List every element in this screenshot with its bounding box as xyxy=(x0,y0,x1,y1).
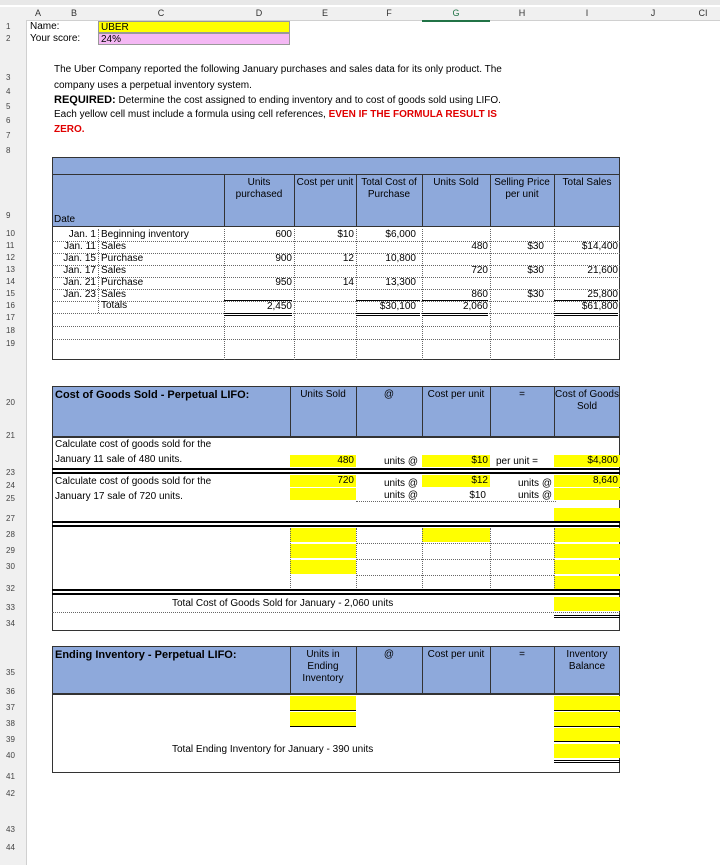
calc1-line1: Calculate cost of goods sold for the xyxy=(55,439,212,450)
ending-header-units: Units in Ending Inventory xyxy=(302,649,344,684)
row-cost: 12 xyxy=(342,253,354,264)
cogs-header-cost-per: Cost per unit xyxy=(427,389,485,400)
cogs-total-label: Total Cost of Goods Sold for January - 2,060 units xyxy=(172,598,394,609)
row-date: Jan. 23 xyxy=(63,289,96,300)
r28-units-input[interactable] xyxy=(290,544,356,558)
header-date: Date xyxy=(54,214,76,225)
header-units-sold: Units Sold xyxy=(433,177,479,188)
name-value[interactable]: UBER xyxy=(98,21,290,33)
ending-title: Ending Inventory - Perpetual LIFO: xyxy=(55,649,237,661)
row-desc: Sales xyxy=(101,241,127,252)
calc2-line1: Calculate cost of goods sold for the xyxy=(55,476,212,487)
yellow-note: Each yellow cell must include a formula using cell references, xyxy=(54,109,329,120)
row-sales: 25,800 xyxy=(587,289,618,300)
r23-cost-input[interactable]: $12 xyxy=(422,475,490,487)
intro-line-2: company uses a perpetual inventory system. xyxy=(54,80,252,91)
row-header[interactable]: 39 xyxy=(0,735,26,745)
ending-header-at: @ xyxy=(383,649,395,660)
total-units: 2,450 xyxy=(224,300,292,316)
col-header-E[interactable]: E xyxy=(294,7,356,21)
row-date: Jan. 17 xyxy=(63,265,96,276)
row-total: 10,800 xyxy=(385,253,416,264)
row-header[interactable]: 32 xyxy=(0,584,26,594)
row-cost: 14 xyxy=(342,277,354,288)
row-price: $30 xyxy=(527,289,544,300)
r28-total-input[interactable] xyxy=(554,544,620,558)
row-total: 13,300 xyxy=(385,277,416,288)
row-header[interactable]: 34 xyxy=(0,619,26,629)
row-header[interactable]: 15 xyxy=(0,289,26,299)
row-header[interactable]: 37 xyxy=(0,703,26,713)
row-header[interactable]: 2 xyxy=(0,34,26,44)
r37-units-input[interactable] xyxy=(290,712,356,726)
col-header-B[interactable]: B xyxy=(50,7,98,21)
r27-cost-input[interactable] xyxy=(422,528,490,542)
col-header-D[interactable]: D xyxy=(224,7,294,21)
row-header[interactable]: 12 xyxy=(0,253,26,263)
cogs-title: Cost of Goods Sold - Perpetual LIFO: xyxy=(55,389,250,401)
row-header[interactable]: 29 xyxy=(0,546,26,556)
col-header-I[interactable]: I xyxy=(554,7,620,21)
r27-total-input[interactable] xyxy=(554,528,620,542)
row-header[interactable]: 1 xyxy=(0,22,26,32)
ending-header-cost-per: Cost per unit xyxy=(427,649,485,660)
row-date: Jan. 15 xyxy=(63,253,96,264)
calc1-line2: January 11 sale of 480 units. xyxy=(55,454,183,465)
r21-total-input[interactable]: $4,800 xyxy=(554,455,620,467)
cogs-header-eq: = xyxy=(519,389,525,400)
r36-units-input[interactable] xyxy=(290,696,356,710)
r27-units-input[interactable] xyxy=(290,528,356,542)
row-header[interactable]: 7 xyxy=(0,131,26,141)
ending-total-label: Total Ending Inventory for January - 390 units xyxy=(172,744,374,755)
row-header[interactable]: 10 xyxy=(0,229,26,239)
row-price: $30 xyxy=(527,265,544,276)
row-header[interactable]: 36 xyxy=(0,687,26,697)
row-header[interactable]: 38 xyxy=(0,719,26,729)
row-header[interactable]: 3 xyxy=(0,73,26,83)
row-sold: 720 xyxy=(471,265,488,276)
toolbar-strip xyxy=(0,0,720,5)
row-date: Jan. 11 xyxy=(63,241,96,252)
col-header-C[interactable]: C xyxy=(98,7,224,21)
totals-label: Totals xyxy=(101,300,128,311)
cogs-total-underline xyxy=(554,613,620,618)
r24-units-input[interactable] xyxy=(290,488,356,500)
row-header[interactable]: 19 xyxy=(0,339,26,349)
row-header[interactable]: 9 xyxy=(0,211,26,221)
row-header[interactable]: 30 xyxy=(0,562,26,572)
ending-total-underline xyxy=(554,758,620,763)
r24-eq: units @ xyxy=(517,490,552,501)
row-header[interactable]: 11 xyxy=(0,241,26,251)
row-desc: Beginning inventory xyxy=(101,229,189,240)
row-sales: 21,600 xyxy=(587,265,618,276)
row-header[interactable]: 13 xyxy=(0,265,26,275)
row-header[interactable]: 18 xyxy=(0,326,26,336)
row-header[interactable]: 33 xyxy=(0,603,26,613)
header-cost-per-unit: Cost per unit xyxy=(296,177,354,188)
row-desc: Sales xyxy=(101,265,127,276)
row-date: Jan. 1 xyxy=(68,229,96,240)
row-cost: $10 xyxy=(337,229,354,240)
row-header[interactable]: 20 xyxy=(0,398,26,408)
cogs-header-at: @ xyxy=(383,389,395,400)
r38-balance-input[interactable] xyxy=(554,728,620,741)
r21-cost-input[interactable]: $10 xyxy=(422,455,490,467)
name-label: Name: xyxy=(30,21,60,32)
row-header[interactable]: 8 xyxy=(0,146,26,156)
row-header[interactable]: 5 xyxy=(0,102,26,112)
required-label: REQUIRED: xyxy=(54,94,116,106)
score-label: Your score: xyxy=(30,33,81,44)
row-header[interactable]: 4 xyxy=(0,87,26,97)
row-header[interactable]: 41 xyxy=(0,772,26,782)
r24-total-input[interactable] xyxy=(554,488,620,500)
col-header-J[interactable]: J xyxy=(620,7,686,21)
r21-units-input[interactable]: 480 xyxy=(290,455,356,467)
calc2-line2: January 17 sale of 720 units. xyxy=(55,491,183,502)
score-value: 24% xyxy=(98,33,290,45)
yellow-note-zero: ZERO. xyxy=(54,124,85,135)
row-header[interactable]: 44 xyxy=(0,843,26,853)
row-total: $6,000 xyxy=(385,229,416,240)
r36-balance-input[interactable] xyxy=(554,696,620,710)
cogs-total-input[interactable] xyxy=(554,597,620,611)
col-header-G[interactable]: G xyxy=(422,7,490,22)
row-units: 950 xyxy=(275,277,292,288)
ending-total-input[interactable] xyxy=(554,744,620,758)
row-header[interactable]: 23 xyxy=(0,468,26,478)
select-all-corner[interactable] xyxy=(0,7,26,21)
r21-at: units @ xyxy=(383,456,418,467)
ending-header-balance: Inventory Balance xyxy=(566,649,608,672)
row-desc: Purchase xyxy=(101,277,144,288)
row-desc: Purchase xyxy=(101,253,144,264)
row-units: 900 xyxy=(275,253,292,264)
cogs-header-cogs: Cost of Goods Sold xyxy=(555,389,619,412)
col-header-H[interactable]: H xyxy=(490,7,554,21)
total-sold: 2,060 xyxy=(422,300,488,316)
r29-total-input[interactable] xyxy=(554,560,620,574)
row-header[interactable]: 25 xyxy=(0,494,26,504)
header-total-cost: Total Cost of Purchase xyxy=(361,177,417,200)
col-header-A[interactable]: A xyxy=(26,7,50,21)
row-header[interactable]: 24 xyxy=(0,481,26,491)
r23-eq: units @ xyxy=(517,478,552,489)
row-header[interactable]: 21 xyxy=(0,431,26,441)
r23-units-input[interactable]: 720 xyxy=(290,475,356,487)
intro-line-1: The Uber Company reported the following January purchases and sales data for its only product. The xyxy=(54,64,502,75)
row-header[interactable]: 16 xyxy=(0,301,26,311)
row-header[interactable]: 27 xyxy=(0,514,26,524)
required-text: Determine the cost assigned to ending inventory and to cost of goods sold using LIFO. xyxy=(115,95,501,106)
total-sales: $61,800 xyxy=(554,300,618,316)
row-header[interactable]: 42 xyxy=(0,789,26,799)
row-units: 600 xyxy=(275,229,292,240)
row-desc: Sales xyxy=(101,289,127,300)
row-header[interactable]: 43 xyxy=(0,825,26,835)
row-sold: 860 xyxy=(471,289,488,300)
row-date: Jan. 21 xyxy=(63,277,96,288)
row-header[interactable]: 14 xyxy=(0,277,26,287)
row-sales: $14,400 xyxy=(581,241,618,252)
total-cost: $30,100 xyxy=(356,300,420,316)
col-header-F[interactable]: F xyxy=(356,7,422,21)
cogs-header-units-sold: Units Sold xyxy=(300,389,346,400)
r30-total-input[interactable] xyxy=(554,576,620,589)
r24-cost: $10 xyxy=(469,490,486,501)
header-units-purchased: Units purchased xyxy=(235,177,283,200)
r25-total-input[interactable] xyxy=(554,508,620,521)
row-header[interactable]: 6 xyxy=(0,116,26,126)
row-price: $30 xyxy=(527,241,544,252)
row-header[interactable]: 28 xyxy=(0,530,26,540)
col-header-CI[interactable]: CI xyxy=(686,7,720,21)
row-sold: 480 xyxy=(471,241,488,252)
r24-at: units @ xyxy=(383,490,418,501)
ending-header-eq: = xyxy=(519,649,525,660)
r23-at: units @ xyxy=(383,478,418,489)
row-header[interactable]: 17 xyxy=(0,313,26,323)
r37-balance-input[interactable] xyxy=(554,712,620,726)
row-header[interactable]: 40 xyxy=(0,751,26,761)
header-total-sales: Total Sales xyxy=(562,177,612,188)
row-header[interactable]: 35 xyxy=(0,668,26,678)
r23-total-input[interactable]: 8,640 xyxy=(554,475,620,487)
header-selling-price: Selling Price per unit xyxy=(494,177,550,200)
r21-per-unit: per unit = xyxy=(496,456,538,467)
yellow-note-emphasis: EVEN IF THE FORMULA RESULT IS xyxy=(328,109,497,120)
r29-units-input[interactable] xyxy=(290,560,356,574)
